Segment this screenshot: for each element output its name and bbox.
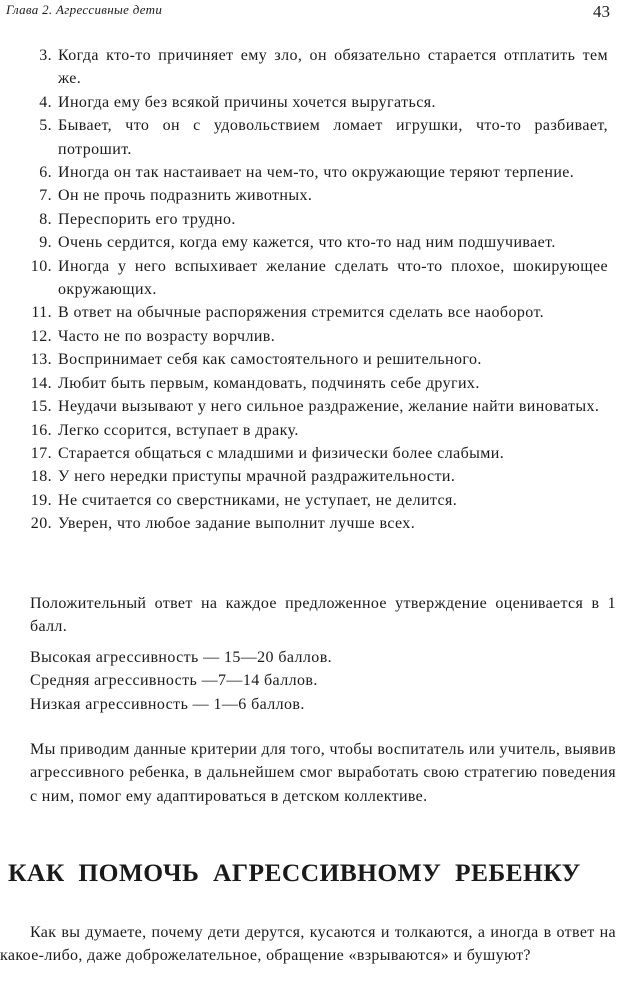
item-text: Он не прочь подразнить животных. bbox=[58, 187, 313, 205]
item-text: Бывает, что он с удовольствием ломает игрушки, что-то разбивает, потрошит. bbox=[58, 117, 608, 158]
item-text: Старается общаться с младшими и физически более слабыми. bbox=[58, 444, 505, 462]
item-text: Любит быть первым, командовать, подчинять себе других. bbox=[58, 374, 480, 392]
list-item bbox=[0, 184, 620, 207]
list-item bbox=[0, 489, 620, 512]
list-item bbox=[0, 301, 620, 324]
list-item bbox=[0, 231, 620, 254]
chapter-title: Глава 2. Агрессивные дети bbox=[6, 2, 163, 17]
item-number: 12. bbox=[30, 327, 52, 345]
item-number: 3. bbox=[39, 47, 52, 64]
item-number: 14. bbox=[30, 374, 52, 392]
item-text: Иногда ему без всякой причины хочется выругаться. bbox=[58, 93, 436, 111]
item-number: 6. bbox=[39, 164, 52, 182]
list-item bbox=[0, 208, 620, 231]
item-text: Переспорить его трудно. bbox=[58, 210, 236, 228]
item-text: Иногда он так настаивает на чем-то, что окружающие теряют терпение. bbox=[58, 164, 575, 182]
item-text: Воспринимает себя как самостоятельного и решительного. bbox=[58, 351, 482, 369]
scoring-intro-paragraph: Положительный ответ на каждое предложенное утверждение оценивается в 1 балл. bbox=[30, 595, 616, 636]
item-text: Часто не по возрасту ворчлив. bbox=[58, 327, 276, 345]
list-item bbox=[0, 91, 620, 114]
list-item bbox=[0, 255, 620, 302]
list-item bbox=[0, 161, 620, 184]
score-low: Низкая агрессивность — 1—6 баллов. bbox=[30, 695, 305, 713]
item-number: 16. bbox=[30, 421, 52, 439]
list-item bbox=[0, 114, 620, 161]
list-item bbox=[0, 395, 620, 418]
score-medium: Средняя агрессивность —7—14 баллов. bbox=[30, 672, 318, 690]
item-number: 7. bbox=[39, 187, 52, 205]
item-text: Иногда у него вспыхивает желание сделать что-то плохое, шокирующее окружающих. bbox=[58, 257, 608, 299]
criteria-paragraph: Мы приводим данные критерии для того, чтобы воспитатель или учитель, выявив агрессивного ребенка, в дальнейшем смог выработать свою стратегию поведения с ним, помог ему адаптироваться в детском коллективе. bbox=[30, 741, 616, 805]
page-number: 43 bbox=[593, 2, 610, 21]
score-levels bbox=[30, 646, 332, 716]
item-number: 9. bbox=[39, 234, 52, 252]
list-item bbox=[0, 325, 620, 348]
item-text: Когда кто-то причиняет ему зло, он обязательно старается отплатить тем же. bbox=[58, 47, 608, 88]
score-high: Высокая агрессивность — 15—20 баллов. bbox=[30, 649, 333, 666]
questionnaire-list bbox=[0, 44, 620, 536]
list-item bbox=[0, 465, 620, 488]
item-text: Не считается со сверстниками, не уступает, не делится. bbox=[58, 491, 458, 509]
item-number: 10. bbox=[30, 257, 52, 275]
running-header bbox=[6, 2, 610, 24]
item-number: 8. bbox=[39, 210, 52, 228]
list-item bbox=[0, 44, 620, 91]
item-number: 5. bbox=[39, 117, 52, 135]
item-text: Уверен, что любое задание выполнит лучше всех. bbox=[58, 515, 416, 533]
item-text: У него нередки приступы мрачной раздражительности. bbox=[58, 468, 456, 486]
list-item bbox=[0, 512, 620, 535]
item-number: 15. bbox=[30, 398, 52, 416]
list-item bbox=[0, 348, 620, 371]
item-number: 4. bbox=[39, 93, 52, 111]
item-number: 18. bbox=[30, 468, 52, 486]
item-number: 17. bbox=[30, 444, 52, 462]
item-text: Очень сердится, когда ему кажется, что кто-то над ним подшучивает. bbox=[58, 234, 556, 252]
item-number: 19. bbox=[30, 491, 52, 509]
item-number: 11. bbox=[31, 304, 52, 322]
section-heading: КАК ПОМОЧЬ АГРЕССИВНОМУ РЕБЕНКУ bbox=[8, 858, 581, 887]
item-text: Легко ссорится, вступает в драку. bbox=[58, 421, 299, 439]
list-item bbox=[0, 419, 620, 442]
item-text: В ответ на обычные распоряжения стремится сделать все наоборот. bbox=[58, 304, 545, 322]
item-number: 13. bbox=[30, 351, 52, 369]
item-text: Неудачи вызывают у него сильное раздражение, желание найти виноватых. bbox=[58, 398, 600, 416]
list-item bbox=[0, 372, 620, 395]
item-number: 20. bbox=[30, 515, 52, 533]
section-paragraph: Как вы думаете, почему дети дерутся, кусаются и толкаются, а иногда в ответ на какое-либо, даже доброжелательное, обращение «взрываются» и бушуют? bbox=[0, 924, 616, 965]
list-item bbox=[0, 442, 620, 465]
